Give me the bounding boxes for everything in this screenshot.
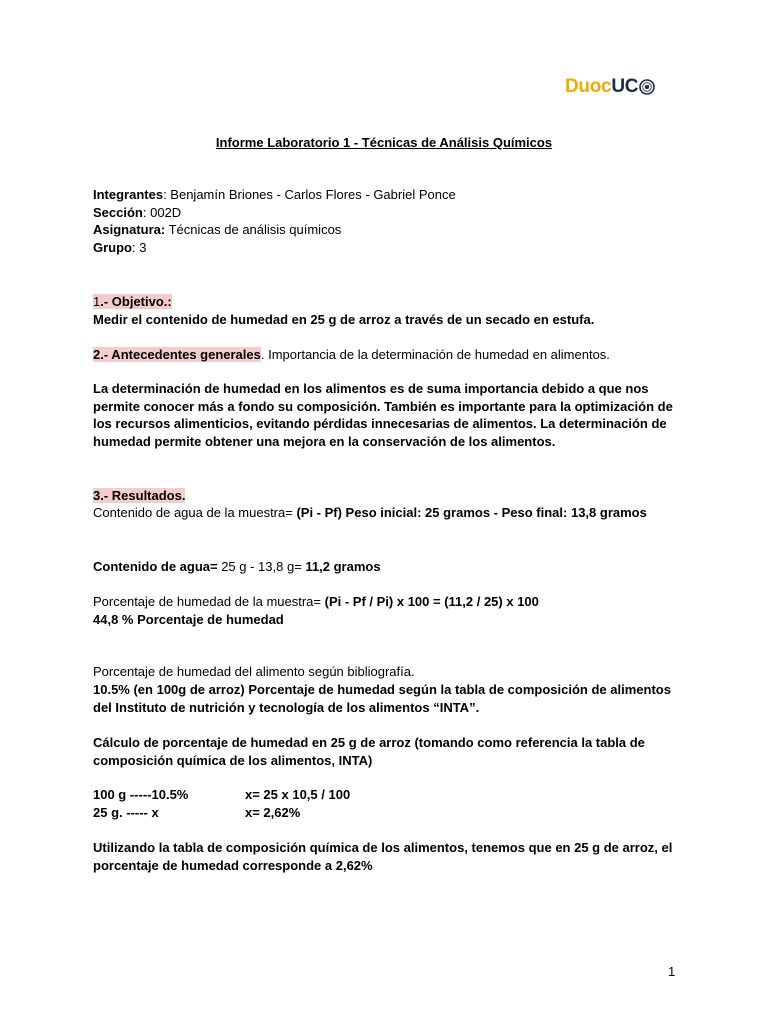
- duoc-uc-logo: [565, 76, 655, 98]
- contenido-muestra: Contenido de agua de la muestra= (Pi - Pf) Peso inicial: 25 gramos - Peso final: 13,8 gramos: [93, 505, 647, 520]
- antecedentes-subtitle: . Importancia de la determinación de humedad en alimentos.: [260, 347, 610, 362]
- page-number: 1: [668, 964, 676, 979]
- antecedentes-heading: 2.- Antecedentes generales: [93, 347, 261, 362]
- seccion-line: Sección: 002D: [93, 204, 182, 220]
- porcentaje-result: 44,8 % Porcentaje de humedad: [93, 611, 284, 627]
- resultados-heading-line: [93, 487, 683, 505]
- antecedentes-heading-line: [93, 346, 683, 364]
- biblio-label: Porcentaje de humedad del alimento según bibliografía.: [93, 664, 415, 679]
- resultados-heading: 3.- Resultados.: [93, 488, 186, 503]
- porcentaje-muestra: Porcentaje de humedad de la muestra= (Pi - Pf / Pi) x 100 = (11,2 / 25) x 100 44,8 % Porcentaje de humedad: [93, 593, 683, 628]
- report-title: Informe Laboratorio 1 - Técnicas de Análisis Químicos: [215, 135, 553, 150]
- seal-icon: [639, 79, 655, 95]
- biblio-text: 10.5% (en 100g de arroz) Porcentaje de humedad según la tabla de composición de alimentos del Instituto de nutrición y tecnología de los alimentos “INTA”.: [93, 682, 671, 715]
- objetivo-section: [93, 293, 683, 328]
- logo-uc-text: UC: [611, 76, 639, 97]
- regla-tres: 100 g -----10.5% x= 25 x 10,5 / 100 25 g. ----- x x= 2,62%: [93, 787, 351, 820]
- calculo-text: Cálculo de porcentaje de humedad en 25 g de arroz (tomando como referencia la tabla de composición química de los alimentos, INTA): [93, 735, 645, 768]
- grupo-line: Grupo: 3: [93, 239, 147, 255]
- asignatura-line: Asignatura: Técnicas de análisis químicos: [93, 222, 342, 237]
- logo-duoc-text: Duoc: [565, 76, 612, 97]
- contenido-agua: Contenido de agua= 25 g - 13,8 g= 11,2 gramos: [93, 559, 381, 574]
- objetivo-heading: 1.- Objetivo.:: [93, 294, 172, 309]
- conclusion-text: Utilizando la tabla de composición química de los alimentos, tenemos que en 25 g de arroz, el porcentaje de humedad corresponde a 2,62%: [93, 840, 673, 873]
- group-info: [93, 186, 683, 256]
- antecedentes-paragraph: La determinación de humedad en los alimentos es de suma importancia debido a que nos permite conocer más a fondo su composición. También es importante para la optimización de los recursos alimenticios, evitando pérdidas innecesarias de alimentos. La determinación de humedad permite obtener una mejora en la conservación de los alimentos.: [93, 381, 673, 449]
- objetivo-text: Medir el contenido de humedad en 25 g de arroz a través de un secado en estufa.: [93, 311, 595, 327]
- integrantes-line: Integrantes: Benjamín Briones - Carlos Flores - Gabriel Ponce: [93, 187, 456, 202]
